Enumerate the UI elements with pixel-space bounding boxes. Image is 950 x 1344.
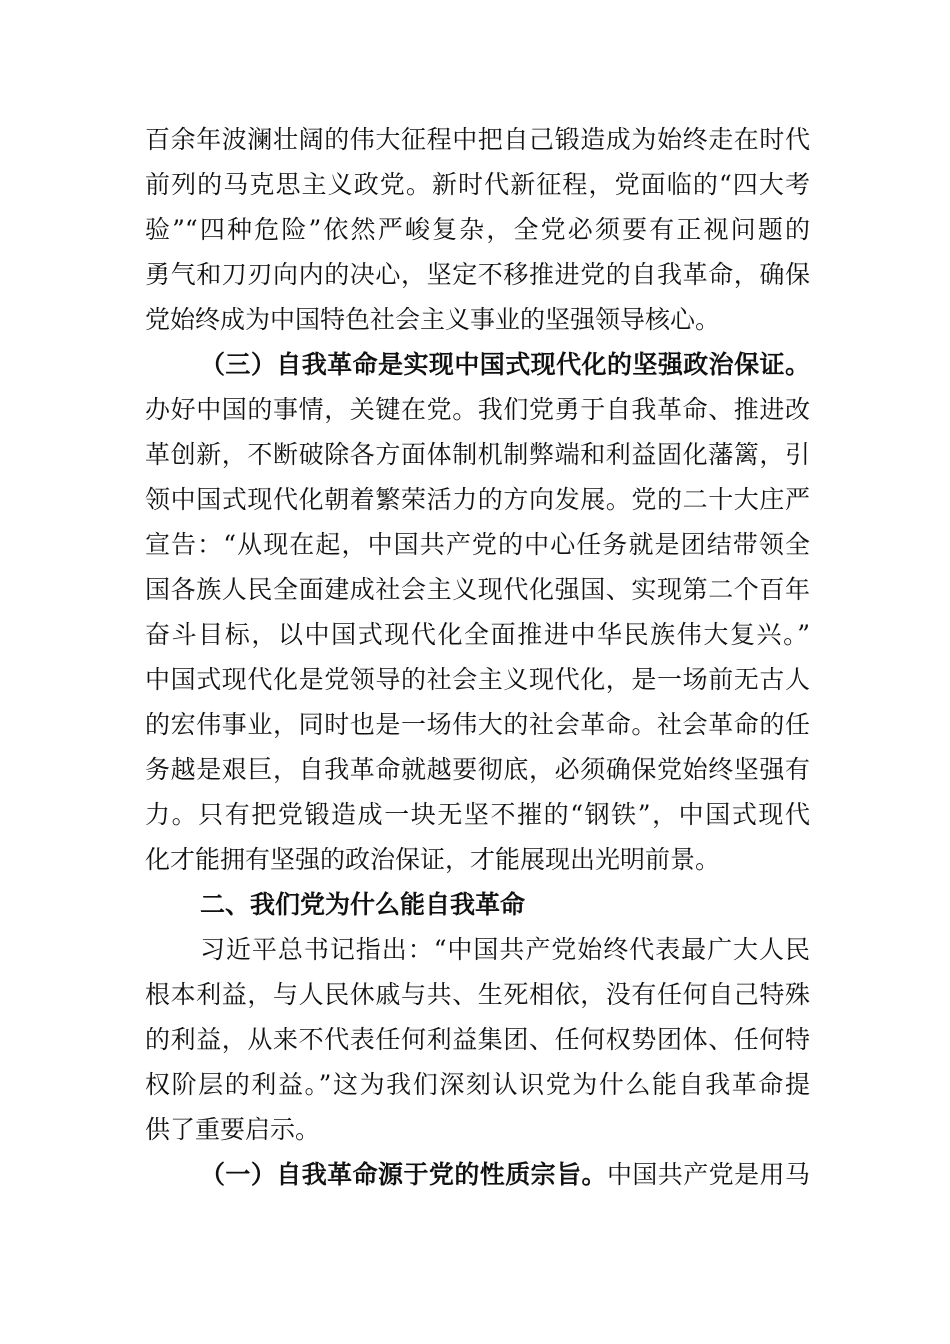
body-line: 革创新，不断破除各方面体制机制弊端和利益固化藩篱，引 <box>145 440 810 469</box>
body-line: 力。只有把党锻造成一块无坚不摧的“钢铁”，中国式现代 <box>145 800 810 829</box>
subheading-one-line <box>200 1155 810 1195</box>
body-line: 办好中国的事情，关键在党。我们党勇于自我革命、推进改 <box>145 395 810 424</box>
body-line: 百余年波澜壮阔的伟大征程中把自己锻造成为始终走在时代 <box>145 125 810 154</box>
body-line: 勇气和刀刃向内的决心，坚定不移推进党的自我革命，确保 <box>145 260 810 289</box>
body-line: 前列的马克思主义政党。新时代新征程，党面临的“四大考 <box>145 170 810 199</box>
subheading-one: （一）自我革命源于党的性质宗旨。 <box>200 1160 607 1189</box>
body-line: 领中国式现代化朝着繁荣活力的方向发展。党的二十大庄严 <box>145 485 810 514</box>
body-line: 务越是艰巨，自我革命就越要彻底，必须确保党始终坚强有 <box>145 755 810 784</box>
body-line: 化才能拥有坚强的政治保证，才能展现出光明前景。 <box>145 845 721 874</box>
subheading-three: （三）自我革命是实现中国式现代化的坚强政治保证。 <box>200 350 810 379</box>
body-line: 国各族人民全面建成社会主义现代化强国、实现第二个百年 <box>145 575 810 604</box>
subheading-one-rest: 中国共产党是用马 <box>606 1160 810 1189</box>
body-line: 权阶层的利益。”这为我们深刻认识党为什么能自我革命提 <box>145 1070 810 1099</box>
section-heading-two: 二、我们党为什么能自我革命 <box>200 890 526 919</box>
body-line: 的利益，从来不代表任何利益集团、任何权势团体、任何特 <box>145 1025 810 1054</box>
body-line: 习近平总书记指出：“中国共产党始终代表最广大人民 <box>200 935 810 964</box>
body-line: 的宏伟事业，同时也是一场伟大的社会革命。社会革命的任 <box>145 710 810 739</box>
body-line: 奋斗目标，以中国式现代化全面推进中华民族伟大复兴。” <box>145 620 810 649</box>
body-line: 供了重要启示。 <box>145 1115 321 1144</box>
body-line: 中国式现代化是党领导的社会主义现代化，是一场前无古人 <box>145 665 810 694</box>
body-line: 宣告：“从现在起，中国共产党的中心任务就是团结带领全 <box>145 530 810 559</box>
body-line: 验”“四种危险”依然严峻复杂，全党必须要有正视问题的 <box>145 215 810 244</box>
body-line: 根本利益，与人民休戚与共、生死相依，没有任何自己特殊 <box>145 980 810 1009</box>
body-line: 党始终成为中国特色社会主义事业的坚强领导核心。 <box>145 305 721 334</box>
